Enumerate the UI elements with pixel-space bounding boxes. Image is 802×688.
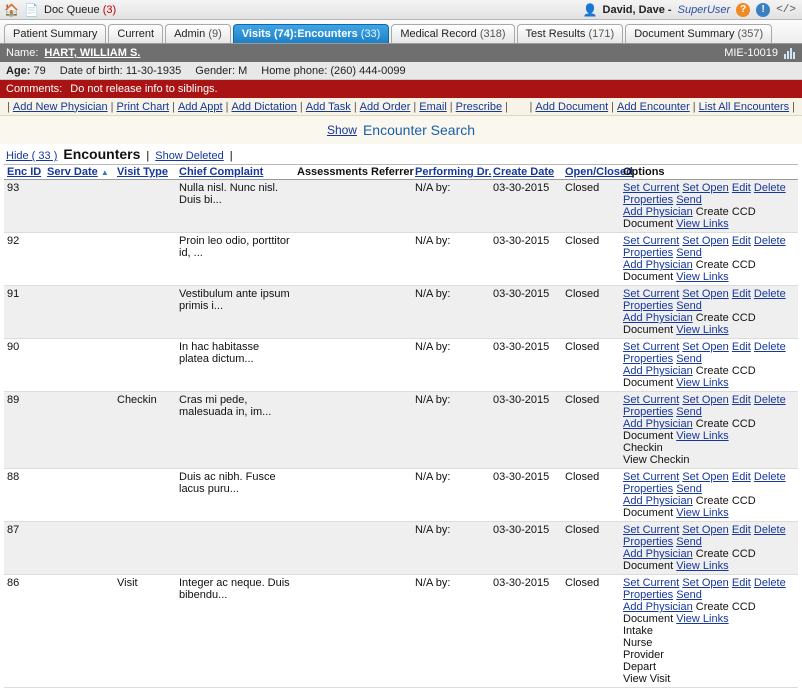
option-create-ccd-document-label[interactable]: Create CCD Document xyxy=(623,259,756,283)
option-properties-link[interactable]: Properties xyxy=(623,300,674,312)
cell-encounter-id: 93 xyxy=(4,180,44,233)
tab-label: Admin xyxy=(174,28,206,40)
option-extra-view-visit[interactable]: View Visit xyxy=(623,673,671,685)
cell-referrer xyxy=(368,469,412,522)
option-send-link[interactable]: Send xyxy=(676,483,702,495)
cell-performing-dr: N/A by: xyxy=(412,339,490,392)
show-deleted-link[interactable]: Show Deleted xyxy=(155,150,224,162)
options-row-primary xyxy=(623,471,795,495)
print-chart-link[interactable]: Print Chart xyxy=(116,100,170,113)
add-appt-link[interactable]: Add Appt xyxy=(177,100,223,113)
option-set-current-link[interactable]: Set Current xyxy=(623,235,680,247)
cell-create-date: 03-30-2015 xyxy=(490,286,562,339)
user-icon: 👤 xyxy=(582,2,598,17)
tab-label: Medical Record xyxy=(400,28,477,40)
cell-performing-dr: N/A by: xyxy=(412,522,490,575)
phone-value: (260) 444-0099 xyxy=(330,64,406,77)
cell-options xyxy=(620,233,798,286)
table-row[interactable] xyxy=(4,392,798,469)
option-send-link[interactable]: Send xyxy=(676,300,702,312)
col-header-assessments: Assessments xyxy=(294,165,368,180)
option-properties-link[interactable]: Properties xyxy=(623,194,674,206)
cell-assessments xyxy=(294,469,368,522)
table-row[interactable] xyxy=(4,575,798,688)
option-set-current-link[interactable]: Set Current xyxy=(623,182,680,194)
encounters-header: Hide ( 33 ) Encounters | Show Deleted | xyxy=(6,146,233,162)
option-edit-link[interactable]: Edit xyxy=(731,524,751,536)
doc-queue-count: (3) xyxy=(102,3,117,16)
option-delete-link[interactable]: Delete xyxy=(753,235,786,247)
option-add-physician-link[interactable]: Add Physician xyxy=(623,365,693,377)
cell-create-date: 03-30-2015 xyxy=(490,392,562,469)
col-header-create-date[interactable]: Create Date xyxy=(490,165,562,180)
top-bar xyxy=(0,0,802,20)
option-edit-link[interactable]: Edit xyxy=(731,394,751,406)
cell-serv-date xyxy=(44,339,114,392)
cell-assessments xyxy=(294,286,368,339)
option-edit-link[interactable]: Edit xyxy=(731,341,751,353)
table-row[interactable] xyxy=(4,233,798,286)
option-delete-link[interactable]: Delete xyxy=(753,471,786,483)
cell-options xyxy=(620,575,798,688)
tab-count: (357) xyxy=(737,28,764,40)
options-row-primary xyxy=(623,288,795,312)
option-extra-checkin[interactable]: Checkin xyxy=(623,442,663,454)
cell-performing-dr: N/A by: xyxy=(412,469,490,522)
cell-create-date: 03-30-2015 xyxy=(490,469,562,522)
cell-encounter-id: 92 xyxy=(4,233,44,286)
cell-performing-dr: N/A by: xyxy=(412,233,490,286)
list-all-encounters-link[interactable]: List All Encounters xyxy=(698,100,790,113)
cell-assessments xyxy=(294,575,368,688)
option-edit-link[interactable]: Edit xyxy=(731,235,751,247)
patient-name-link[interactable]: HART, WILLIAM S. xyxy=(44,47,141,59)
option-set-current-link[interactable]: Set Current xyxy=(623,577,680,589)
name-label: Name: xyxy=(6,47,39,59)
option-edit-link[interactable]: Edit xyxy=(731,288,751,300)
tab-count: (9) xyxy=(208,28,222,40)
options-row-primary xyxy=(623,182,795,206)
tab-current[interactable] xyxy=(108,24,163,43)
option-delete-link[interactable]: Delete xyxy=(753,341,786,353)
cell-referrer xyxy=(368,233,412,286)
option-extra-nurse[interactable]: Nurse xyxy=(623,637,653,649)
tab-label: Test Results xyxy=(525,28,586,40)
option-create-ccd-document-label[interactable]: Create CCD Document xyxy=(623,601,756,625)
home-icon[interactable]: 🏠 xyxy=(4,2,19,17)
option-send-link[interactable]: Send xyxy=(676,406,702,418)
cell-open-closed: Closed xyxy=(562,392,620,469)
dob-value: 11-30-1935 xyxy=(125,64,182,77)
cell-referrer xyxy=(368,339,412,392)
option-edit-link[interactable]: Edit xyxy=(731,182,751,194)
cell-referrer xyxy=(368,286,412,339)
options-row-secondary xyxy=(623,312,795,336)
cell-encounter-id: 87 xyxy=(4,522,44,575)
option-add-physician-link[interactable]: Add Physician xyxy=(623,601,693,613)
tab-count: (318) xyxy=(479,28,506,40)
cell-chief-complaint: Integer ac neque. Duis bibendu... xyxy=(176,575,294,688)
option-set-open-link[interactable]: Set Open xyxy=(682,577,729,589)
cell-encounter-id: 86 xyxy=(4,575,44,688)
add-dictation-link[interactable]: Add Dictation xyxy=(231,100,297,113)
options-row-secondary xyxy=(623,418,795,442)
cell-performing-dr: N/A by: xyxy=(412,286,490,339)
cell-serv-date xyxy=(44,180,114,233)
doc-queue-link[interactable] xyxy=(44,4,116,16)
option-set-current-link[interactable]: Set Current xyxy=(623,524,680,536)
option-send-link[interactable]: Send xyxy=(676,194,702,206)
cell-create-date: 03-30-2015 xyxy=(490,575,562,688)
tab-label: Patient Summary xyxy=(13,28,98,40)
option-add-physician-link[interactable]: Add Physician xyxy=(623,495,693,507)
tab-test-results[interactable] xyxy=(517,24,624,43)
cell-assessments xyxy=(294,233,368,286)
tab-label: Visits (74):Encounters xyxy=(241,28,358,40)
cell-create-date: 03-30-2015 xyxy=(490,180,562,233)
alert-icon[interactable]: ! xyxy=(756,3,770,17)
cell-options xyxy=(620,286,798,339)
bar-chart-icon[interactable] xyxy=(784,48,796,59)
col-header-options: Options xyxy=(620,165,798,180)
col-header-performing-dr[interactable]: Performing Dr. xyxy=(412,165,490,180)
option-view-links-link[interactable]: View Links xyxy=(676,218,729,230)
options-row-secondary xyxy=(623,206,795,230)
option-extra-intake[interactable]: Intake xyxy=(623,625,653,637)
patient-name-bar xyxy=(0,44,802,62)
cell-referrer xyxy=(368,180,412,233)
cell-options xyxy=(620,180,798,233)
cell-referrer xyxy=(368,522,412,575)
options-row-primary xyxy=(623,577,795,601)
document-icon: 📄 xyxy=(24,2,39,17)
cell-encounter-id: 88 xyxy=(4,469,44,522)
option-add-physician-link[interactable]: Add Physician xyxy=(623,548,693,560)
option-edit-link[interactable]: Edit xyxy=(731,577,751,589)
cell-referrer xyxy=(368,575,412,688)
table-row[interactable] xyxy=(4,339,798,392)
phone-label: Home phone: xyxy=(261,64,328,77)
cell-serv-date xyxy=(44,469,114,522)
cell-open-closed: Closed xyxy=(562,233,620,286)
cell-chief-complaint: Nulla nisl. Nunc nisl. Duis bi... xyxy=(176,180,294,233)
doc-queue-label: Doc Queue xyxy=(44,3,100,16)
cell-serv-date xyxy=(44,392,114,469)
options-row-primary xyxy=(623,235,795,259)
cell-serv-date xyxy=(44,575,114,688)
cell-visit-type xyxy=(114,180,176,233)
option-delete-link[interactable]: Delete xyxy=(753,524,786,536)
col-header-visit-type[interactable]: Visit Type xyxy=(114,165,176,180)
gender-value: M xyxy=(238,64,248,77)
comments-label: Comments: xyxy=(6,83,63,95)
patient-mrn: MIE-10019 xyxy=(724,47,778,59)
option-set-open-link[interactable]: Set Open xyxy=(682,471,729,483)
cell-open-closed: Closed xyxy=(562,339,620,392)
table-row[interactable] xyxy=(4,522,798,575)
cell-performing-dr: N/A by: xyxy=(412,575,490,688)
dob-label: Date of birth: xyxy=(59,64,123,77)
encounters-table xyxy=(4,165,798,688)
option-create-ccd-document-label[interactable]: Create CCD Document xyxy=(623,418,756,442)
cell-create-date: 03-30-2015 xyxy=(490,233,562,286)
option-create-ccd-document-label[interactable]: Create CCD Document xyxy=(623,495,756,519)
col-header-referrer: Referrer xyxy=(368,165,412,180)
cell-visit-type: Checkin xyxy=(114,392,176,469)
cell-performing-dr: N/A by: xyxy=(412,180,490,233)
cell-visit-type xyxy=(114,469,176,522)
tab-medical-record[interactable] xyxy=(391,24,514,43)
option-set-current-link[interactable]: Set Current xyxy=(623,341,680,353)
add-new-physician-link[interactable]: Add New Physician xyxy=(12,100,108,113)
options-row-primary xyxy=(623,524,795,548)
option-send-link[interactable]: Send xyxy=(676,353,702,365)
option-properties-link[interactable]: Properties xyxy=(623,483,674,495)
cell-options xyxy=(620,339,798,392)
cell-serv-date xyxy=(44,286,114,339)
option-set-open-link[interactable]: Set Open xyxy=(682,288,729,300)
option-edit-link[interactable]: Edit xyxy=(731,471,751,483)
options-row-primary xyxy=(623,341,795,365)
tab-label: Document Summary xyxy=(634,28,735,40)
cell-encounter-id: 91 xyxy=(4,286,44,339)
add-document-link[interactable]: Add Document xyxy=(535,100,609,113)
option-properties-link[interactable]: Properties xyxy=(623,247,674,259)
gender-label: Gender: xyxy=(195,64,236,77)
encounter-search-zone xyxy=(0,116,802,144)
option-delete-link[interactable]: Delete xyxy=(753,394,786,406)
cell-referrer xyxy=(368,392,412,469)
tab-admin[interactable] xyxy=(165,24,231,43)
prescribe-link[interactable]: Prescribe xyxy=(455,100,503,113)
cell-serv-date xyxy=(44,233,114,286)
show-search-link[interactable]: Show xyxy=(326,123,357,137)
age-value: 79 xyxy=(33,64,46,77)
email-link[interactable]: Email xyxy=(419,100,447,113)
cell-assessments xyxy=(294,392,368,469)
option-delete-link[interactable]: Delete xyxy=(753,577,786,589)
options-row-secondary xyxy=(623,259,795,283)
col-header-chief-complaint[interactable]: Chief Complaint xyxy=(176,165,294,180)
option-view-links-link[interactable]: View Links xyxy=(676,507,729,519)
col-header-open-closed[interactable]: Open/Closed xyxy=(562,165,620,180)
col-header-enc-id[interactable]: Enc ID xyxy=(4,165,44,180)
option-view-links-link[interactable]: View Links xyxy=(676,430,729,442)
option-view-links-link[interactable]: View Links xyxy=(676,560,729,572)
cell-visit-type: Visit xyxy=(114,575,176,688)
option-set-open-link[interactable]: Set Open xyxy=(682,341,729,353)
encounter-search-title: Encounter Search xyxy=(362,122,476,138)
cell-chief-complaint xyxy=(176,522,294,575)
table-header-row xyxy=(4,165,798,180)
cell-options xyxy=(620,469,798,522)
option-view-links-link[interactable]: View Links xyxy=(676,324,729,336)
cell-chief-complaint: Proin leo odio, porttitor id, ... xyxy=(176,233,294,286)
cell-options xyxy=(620,392,798,469)
option-set-open-link[interactable]: Set Open xyxy=(682,524,729,536)
col-header-serv-date[interactable]: Serv Date ▲ xyxy=(44,165,114,180)
option-set-current-link[interactable]: Set Current xyxy=(623,471,680,483)
tab-visits-encounters[interactable] xyxy=(233,24,390,43)
cell-create-date: 03-30-2015 xyxy=(490,522,562,575)
option-set-open-link[interactable]: Set Open xyxy=(682,235,729,247)
cell-chief-complaint: In hac habitasse platea dictum... xyxy=(176,339,294,392)
option-view-links-link[interactable]: View Links xyxy=(676,613,729,625)
option-set-open-link[interactable]: Set Open xyxy=(682,182,729,194)
cell-assessments xyxy=(294,339,368,392)
options-row-secondary xyxy=(623,365,795,389)
cell-performing-dr: N/A by: xyxy=(412,392,490,469)
cell-open-closed: Closed xyxy=(562,180,620,233)
cell-chief-complaint: Vestibulum ante ipsum primis i... xyxy=(176,286,294,339)
action-link-bar: | Add New Physician | Print Chart | Add Appt | Add Dictation | Add Task | Add Order | Email | Prescribe | | Add Document | Add Encounter | List All Encounters | xyxy=(0,98,802,116)
comments-text: Do not release info to siblings. xyxy=(70,83,218,95)
option-extra-depart[interactable]: Depart xyxy=(623,661,657,673)
cell-visit-type xyxy=(114,286,176,339)
age-label: Age: xyxy=(6,64,31,77)
cell-open-closed: Closed xyxy=(562,575,620,688)
code-icon[interactable]: </> xyxy=(776,3,796,16)
cell-options xyxy=(620,522,798,575)
option-extra-view-checkin[interactable]: View Checkin xyxy=(623,454,690,466)
encounters-section xyxy=(0,144,802,688)
option-add-physician-link[interactable]: Add Physician xyxy=(623,418,693,430)
cell-visit-type xyxy=(114,339,176,392)
option-create-ccd-document-label[interactable]: Create CCD Document xyxy=(623,206,756,230)
add-order-link[interactable]: Add Order xyxy=(359,100,411,113)
option-add-physician-link[interactable]: Add Physician xyxy=(623,206,693,218)
tab-label: Current xyxy=(117,28,155,40)
cell-serv-date xyxy=(44,522,114,575)
option-properties-link[interactable]: Properties xyxy=(623,589,674,601)
patient-comments-bar xyxy=(0,80,802,98)
cell-chief-complaint: Cras mi pede, malesuada in, im... xyxy=(176,392,294,469)
cell-open-closed: Closed xyxy=(562,469,620,522)
option-send-link[interactable]: Send xyxy=(676,247,702,259)
tab-count: (171) xyxy=(588,28,615,40)
cell-visit-type xyxy=(114,522,176,575)
table-row[interactable] xyxy=(4,180,798,233)
option-create-ccd-document-label[interactable]: Create CCD Document xyxy=(623,312,756,336)
hide-encounters-link[interactable]: Hide ( 33 ) xyxy=(6,150,58,162)
option-set-open-link[interactable]: Set Open xyxy=(682,394,729,406)
cell-open-closed: Closed xyxy=(562,522,620,575)
cell-assessments xyxy=(294,522,368,575)
option-view-links-link[interactable]: View Links xyxy=(676,377,729,389)
option-send-link[interactable]: Send xyxy=(676,536,702,548)
table-row[interactable] xyxy=(4,469,798,522)
option-add-physician-link[interactable]: Add Physician xyxy=(623,312,693,324)
add-encounter-link[interactable]: Add Encounter xyxy=(617,100,690,113)
option-send-link[interactable]: Send xyxy=(676,589,702,601)
main-tab-bar xyxy=(0,20,802,44)
sort-arrow-icon: ▲ xyxy=(100,168,109,177)
option-create-ccd-document-label[interactable]: Create CCD Document xyxy=(623,548,756,572)
tab-patient-summary[interactable] xyxy=(4,24,106,43)
options-row-secondary xyxy=(623,548,795,572)
cell-create-date: 03-30-2015 xyxy=(490,339,562,392)
cell-chief-complaint: Duis ac nibh. Fusce lacus puru... xyxy=(176,469,294,522)
user-role: SuperUser xyxy=(677,3,731,16)
option-delete-link[interactable]: Delete xyxy=(753,288,786,300)
option-set-current-link[interactable]: Set Current xyxy=(623,394,680,406)
option-add-physician-link[interactable]: Add Physician xyxy=(623,259,693,271)
tab-document-summary[interactable] xyxy=(625,24,772,43)
cell-open-closed: Closed xyxy=(562,286,620,339)
cell-visit-type xyxy=(114,233,176,286)
option-properties-link[interactable]: Properties xyxy=(623,406,674,418)
option-create-ccd-document-label[interactable]: Create CCD Document xyxy=(623,365,756,389)
option-properties-link[interactable]: Properties xyxy=(623,353,674,365)
cell-encounter-id: 89 xyxy=(4,392,44,469)
encounters-table-body xyxy=(4,180,798,688)
cell-assessments xyxy=(294,180,368,233)
option-set-current-link[interactable]: Set Current xyxy=(623,288,680,300)
user-name: David, Dave - xyxy=(602,3,672,16)
cell-encounter-id: 90 xyxy=(4,339,44,392)
table-row[interactable] xyxy=(4,286,798,339)
options-row-primary xyxy=(623,394,795,418)
option-properties-link[interactable]: Properties xyxy=(623,536,674,548)
encounters-title: Encounters xyxy=(63,146,141,162)
option-extra-provider[interactable]: Provider xyxy=(623,649,664,661)
option-view-links-link[interactable]: View Links xyxy=(676,271,729,283)
option-delete-link[interactable]: Delete xyxy=(753,182,786,194)
options-row-secondary xyxy=(623,601,795,625)
options-row-secondary xyxy=(623,495,795,519)
tab-count: (33) xyxy=(360,28,381,40)
patient-demographics-bar xyxy=(0,62,802,80)
help-icon[interactable]: ? xyxy=(736,3,750,17)
add-task-link[interactable]: Add Task xyxy=(305,100,351,113)
